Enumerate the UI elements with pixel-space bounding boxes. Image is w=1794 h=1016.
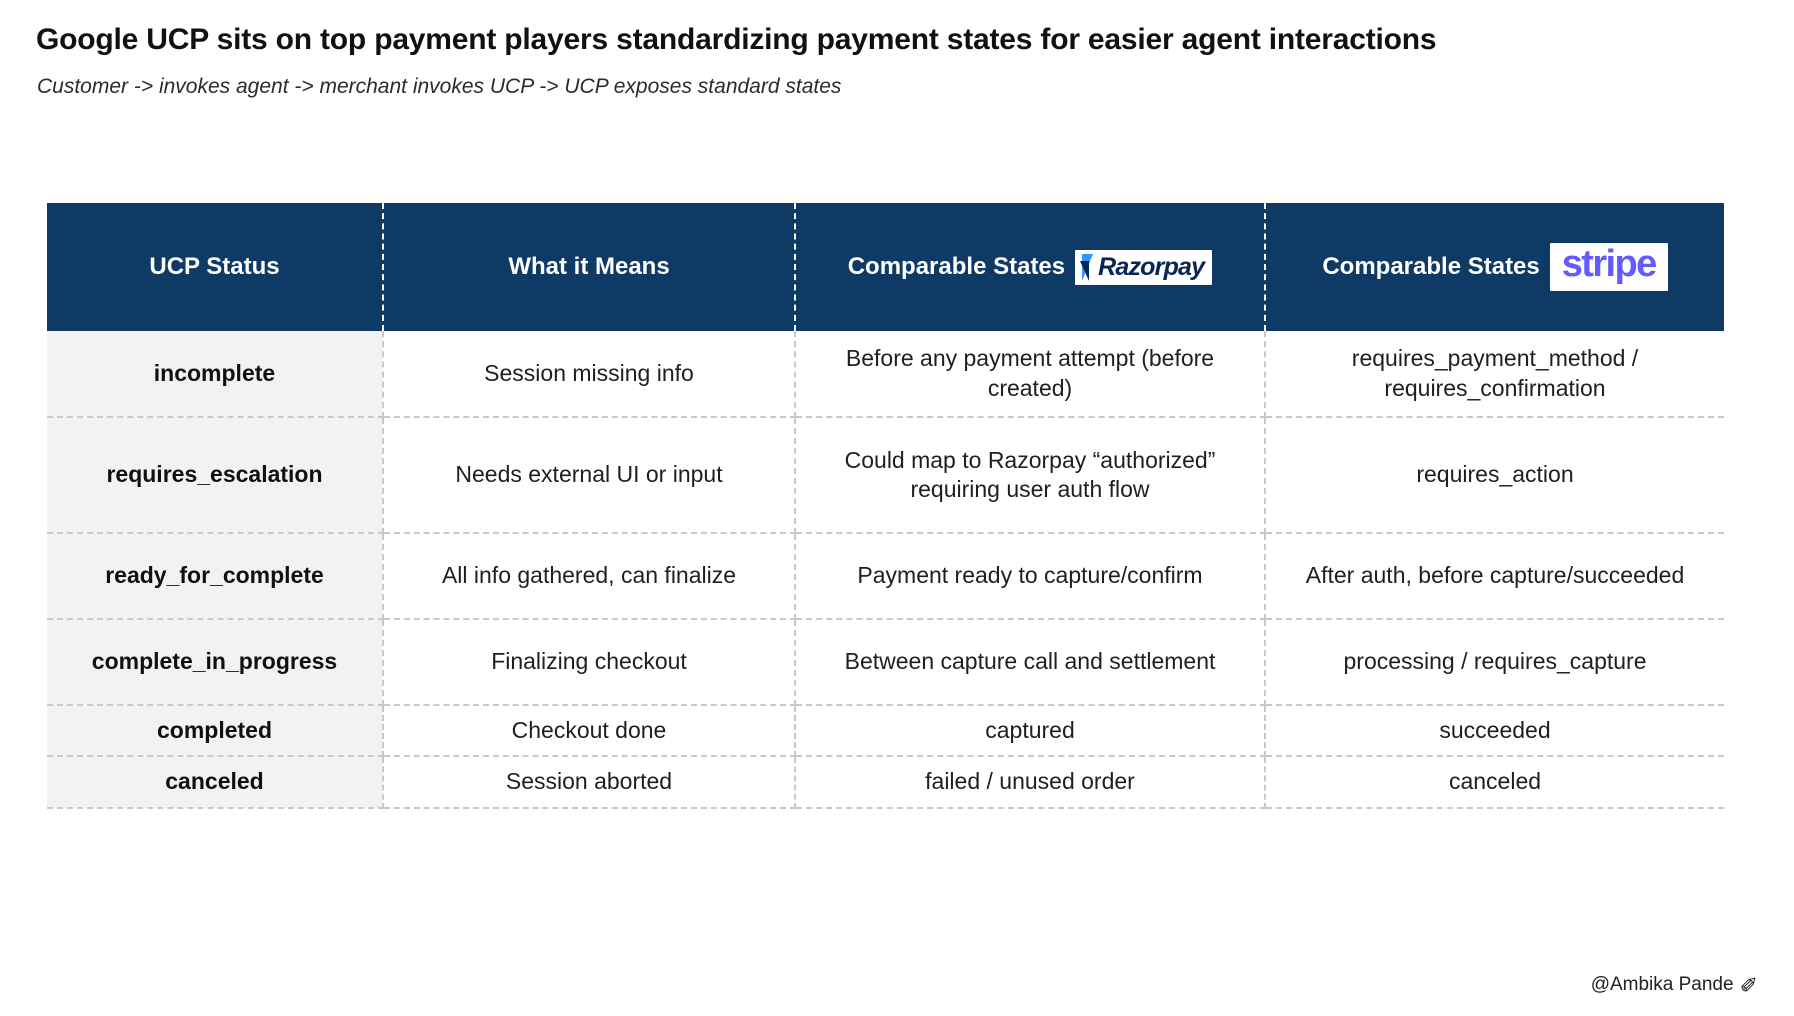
cell-stripe: After auth, before capture/succeeded [1265,533,1724,619]
table-row [47,619,1724,705]
author-handle: @Ambika Pande [1590,974,1734,995]
razorpay-wordmark: Razorpay [1098,252,1205,281]
column-header-label: What it Means [508,253,670,280]
cell-stripe: canceled [1265,756,1724,807]
cell-stripe: requires_payment_method / requires_confirmation [1265,331,1724,417]
cell-razorpay: Before any payment attempt (before created) [795,331,1265,417]
cell-razorpay: failed / unused order [795,756,1265,807]
cell-status: canceled [47,756,383,807]
column-header-stripe [1265,203,1724,331]
table-row [47,705,1724,756]
cell-status: completed [47,705,383,756]
cell-means: Session missing info [383,331,795,417]
cell-razorpay: Could map to Razorpay “authorized” requiring user auth flow [795,417,1265,533]
stripe-logo-icon [1550,243,1668,291]
column-header-what-it-means [383,203,795,331]
column-header-ucp-status [47,203,383,331]
stripe-wordmark: stripe [1561,243,1656,286]
table-row [47,417,1724,533]
column-header-label: UCP Status [149,253,280,280]
ucp-status-table [47,203,1724,809]
cell-razorpay: captured [795,705,1265,756]
table-row [47,756,1724,807]
page-title: Google UCP sits on top payment players standardizing payment states for easier agent interactions [36,23,1437,56]
razorpay-mark-icon [1080,254,1095,281]
cell-razorpay: Between capture call and settlement [795,619,1265,705]
author-credit [1591,972,1758,998]
cell-stripe: requires_action [1265,417,1724,533]
table-header-row [47,203,1724,331]
cell-status: incomplete [47,331,383,417]
table-row [47,331,1724,417]
cell-razorpay: Payment ready to capture/confirm [795,533,1265,619]
cell-means: Needs external UI or input [383,417,795,533]
page-subtitle: Customer -> invokes agent -> merchant invokes UCP -> UCP exposes standard states [37,75,842,98]
table-row [47,533,1724,619]
cell-means: Finalizing checkout [383,619,795,705]
cell-means: All info gathered, can finalize [383,533,795,619]
cell-status: requires_escalation [47,417,383,533]
cell-stripe: processing / requires_capture [1265,619,1724,705]
razorpay-logo-icon [1075,250,1212,285]
cell-status: complete_in_progress [47,619,383,705]
cell-means: Session aborted [383,756,795,807]
pen-icon: ✐ [1739,973,1758,998]
cell-means: Checkout done [383,705,795,756]
column-header-label: Comparable States [847,253,1066,280]
cell-stripe: succeeded [1265,705,1724,756]
cell-status: ready_for_complete [47,533,383,619]
column-header-label: Comparable States [1322,252,1540,280]
column-header-razorpay [795,203,1265,331]
